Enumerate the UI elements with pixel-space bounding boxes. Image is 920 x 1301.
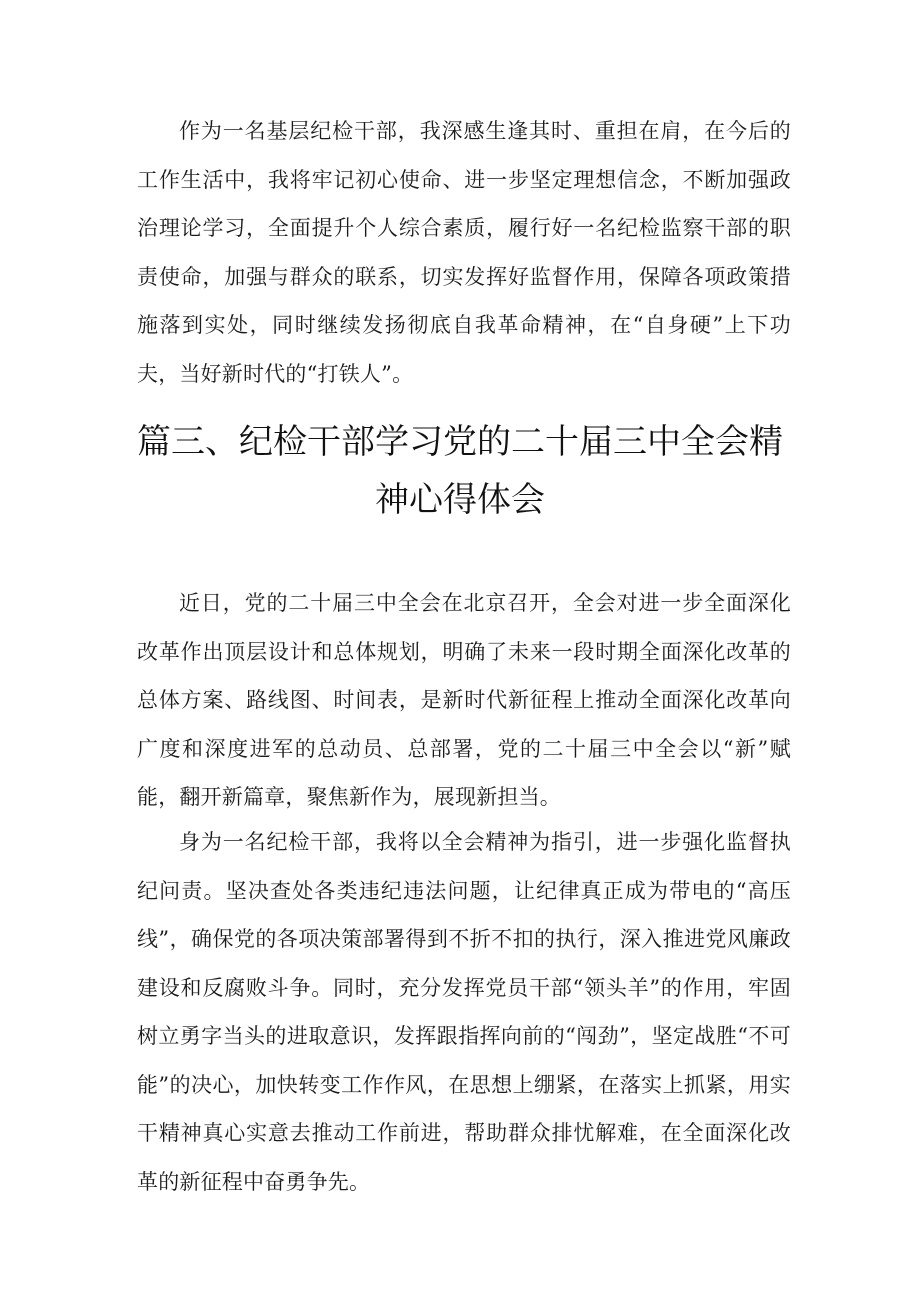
section-heading: 篇三、纪检干部学习党的二十届三中全会精神心得体会 xyxy=(137,422,783,520)
body-paragraph: 身为一名纪检干部，我将以全会精神为指引，进一步强化监督执纪问责。坚决查处各类违纪违法问题，让纪律真正成为带电的“高压线”，确保党的各项决策部署得到不折不扣的执行，深入推进党风廉政建设和反腐败斗争。同时，充分发挥党员干部“领头羊”的作用，牢固树立勇字当头的进取意识，发挥跟指挥向前的“闯劲”，坚定战胜“不可能”的决心，加快转变工作作风，在思想上绷紧，在落实上抓紧，用实干精神真心实意去推动工作前进，帮助群众排忧解难，在全面深化改革的新征程中奋勇争先。 xyxy=(137,830,791,1194)
body-paragraph: 近日，党的二十届三中全会在北京召开，全会对进一步全面深化改革作出顶层设计和总体规划，明确了未来一段时期全面深化改革的总体方案、路线图、时间表，是新时代新征程上推动全面深化改革向广度和深度进军的总动员、总部署，党的二十届三中全会以“新”赋能，翻开新篇章，聚焦新作为，展现新担当。 xyxy=(137,591,791,809)
body-paragraph: 作为一名基层纪检干部，我深感生逢其时、重担在肩，在今后的工作生活中，我将牢记初心使命、进一步坚定理想信念，不断加强政治理论学习，全面提升个人综合素质，履行好一名纪检监察干部的职责使命，加强与群众的联系，切实发挥好监督作用，保障各项政策措施落到实处，同时继续发扬彻底自我革命精神，在“自身硬”上下功夫，当好新时代的“打铁人”。 xyxy=(137,119,791,386)
